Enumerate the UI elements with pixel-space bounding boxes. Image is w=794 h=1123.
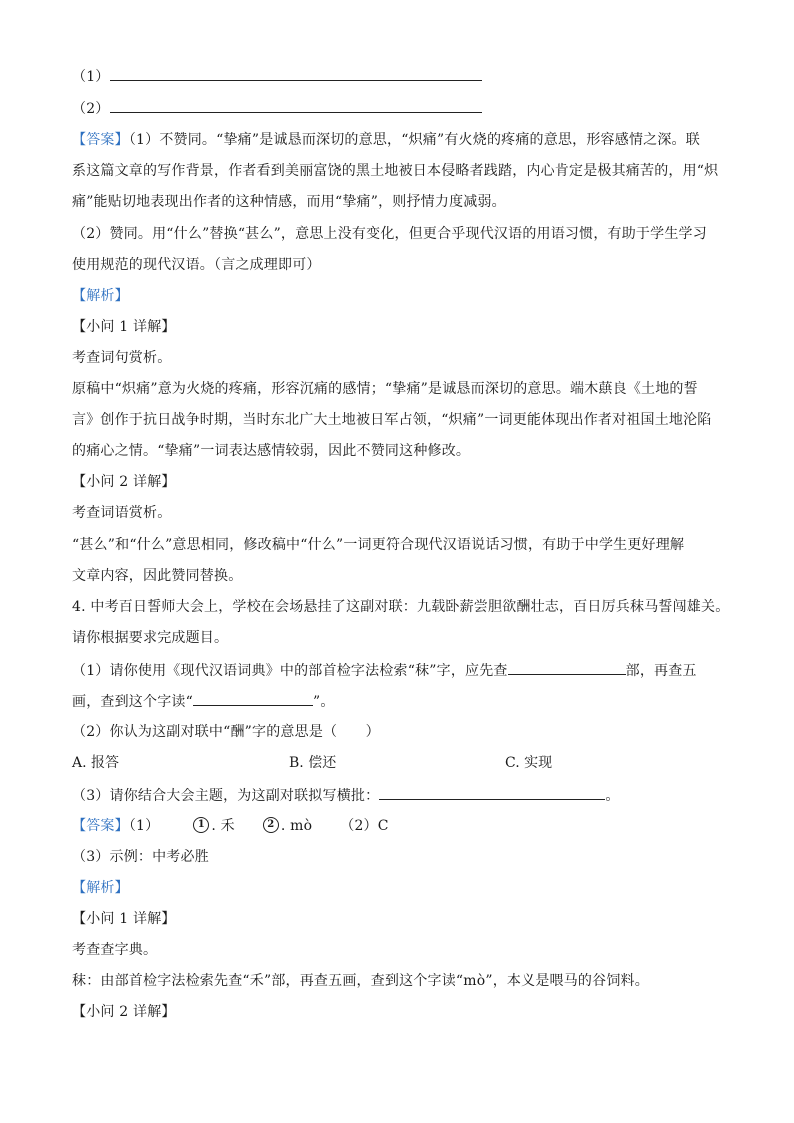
- horizontal-scroll-blank[interactable]: [379, 785, 605, 800]
- answer-blank-1[interactable]: [110, 66, 482, 81]
- part-1-text-cont: 部，再查五: [625, 663, 697, 679]
- sub-question-topic: 考查词语赏析。: [72, 505, 172, 521]
- pronunciation-blank[interactable]: [193, 691, 313, 706]
- answer-a1-value-2: . mò: [280, 818, 313, 834]
- question-4-part-2: （2）你认为这副对联中“酬”字的意思是（ ）: [72, 724, 380, 740]
- answer-paragraph-1: [72, 130, 722, 150]
- answer-paragraph-2: （2）赞同。用“什么”替换“甚么”，意思上没有变化，但更合乎现代汉语的用语习惯，有助于学生学习: [72, 226, 707, 242]
- answer-line: 痛”能贴切地表现出作者的这种情感，而用“挚痛”，则抒情力度减弱。: [72, 194, 506, 210]
- answer-a1-value-1: . 禾: [211, 818, 235, 834]
- question-4-part-1-line2: [72, 691, 722, 712]
- part-1-text: （1）请你使用《现代汉语词典》中的部首检字法检索“秣”字，应先查: [72, 663, 508, 679]
- circled-number-2: 2: [263, 817, 279, 833]
- answer-a2: （2）C: [340, 818, 389, 834]
- analysis-tag: 【解析】: [72, 288, 129, 304]
- blank-line-2: [72, 98, 722, 119]
- question-4-stem: 4. 中考百日誓师大会上，学校在会场悬挂了这副对联：九载卧薪尝胆欲酬壮志，百日厉兵秣马誓闯雄关。: [72, 599, 730, 615]
- question-4-part-1: [72, 660, 722, 681]
- answer-text: （1）不赞同。“挚痛”是诚恳而深切的意思，“炽痛”有火烧的疼痛的意思，形容感情之深。联: [128, 132, 700, 148]
- question-4-part-3: [72, 785, 722, 806]
- option-a[interactable]: A. 报答: [72, 755, 120, 771]
- answer-line: 系这篇文章的写作背景，作者看到美丽富饶的黑土地被日本侵略者践踏，内心肯定是极其痛苦的，用“炽: [72, 163, 719, 179]
- sub-question-title: 【小问 1 详解】: [72, 319, 176, 335]
- analysis-line: “甚么”和“什么”意思相同，修改稿中“什么”一词更符合现代汉语说话习惯，有助于中学生更好理解: [72, 537, 685, 553]
- sub-question-title: 【小问 2 详解】: [72, 474, 176, 490]
- part-3-text: （3）请你结合大会主题，为这副对联拟写横批：: [72, 788, 380, 804]
- option-c[interactable]: C. 实现: [505, 755, 553, 771]
- answer-a1-label: （1）: [128, 818, 160, 834]
- answer-q4: [72, 816, 722, 836]
- blank-label-2: （2）: [72, 101, 110, 117]
- answer-tag: 【答案】: [72, 818, 129, 834]
- answer-tag: 【答案】: [72, 132, 129, 148]
- sub-question-topic: 考查词句赏析。: [72, 350, 172, 366]
- analysis-line: 的痛心之情。“挚痛”一词表达感情较弱，因此不赞同这种修改。: [72, 443, 471, 459]
- circled-number-1: 1: [193, 817, 209, 833]
- question-4-stem-line2: 请你根据要求完成题目。: [72, 630, 229, 646]
- option-b[interactable]: B. 偿还: [289, 755, 337, 771]
- answer-blank-2[interactable]: [110, 98, 482, 113]
- sub-question-title: 【小问 2 详解】: [72, 1004, 176, 1020]
- analysis-line: 秣：由部首检字法检索先查“禾”部，再查五画，查到这个字读“mò”，本义是喂马的谷饲料。: [72, 973, 649, 989]
- sub-question-title: 【小问 1 详解】: [72, 911, 176, 927]
- part-3-end: 。: [605, 788, 620, 804]
- analysis-line: 原稿中“炽痛”意为火烧的疼痛，形容沉痛的感情；“挚痛”是诚恳而深切的意思。端木蕻良《土地的誓: [72, 381, 698, 397]
- blank-label-1: （1）: [72, 69, 110, 85]
- part-1-text-line2: 画，查到这个字读“: [72, 694, 193, 710]
- answer-line: 使用规范的现代汉语。（言之成理即可）: [72, 257, 321, 273]
- radical-blank[interactable]: [508, 660, 626, 675]
- analysis-tag: 【解析】: [72, 880, 129, 896]
- analysis-line: 文章内容，因此赞同替换。: [72, 568, 243, 584]
- blank-line-1: [72, 66, 722, 87]
- part-1-text-end: ”。: [312, 694, 335, 710]
- analysis-line: 言》创作于抗日战争时期，当时东北广大土地被日军占领，“炽痛”一词更能体现出作者对祖国土地沦陷: [72, 412, 712, 428]
- answer-a3: （3）示例：中考必胜: [72, 849, 209, 865]
- sub-question-topic: 考查查字典。: [72, 942, 158, 958]
